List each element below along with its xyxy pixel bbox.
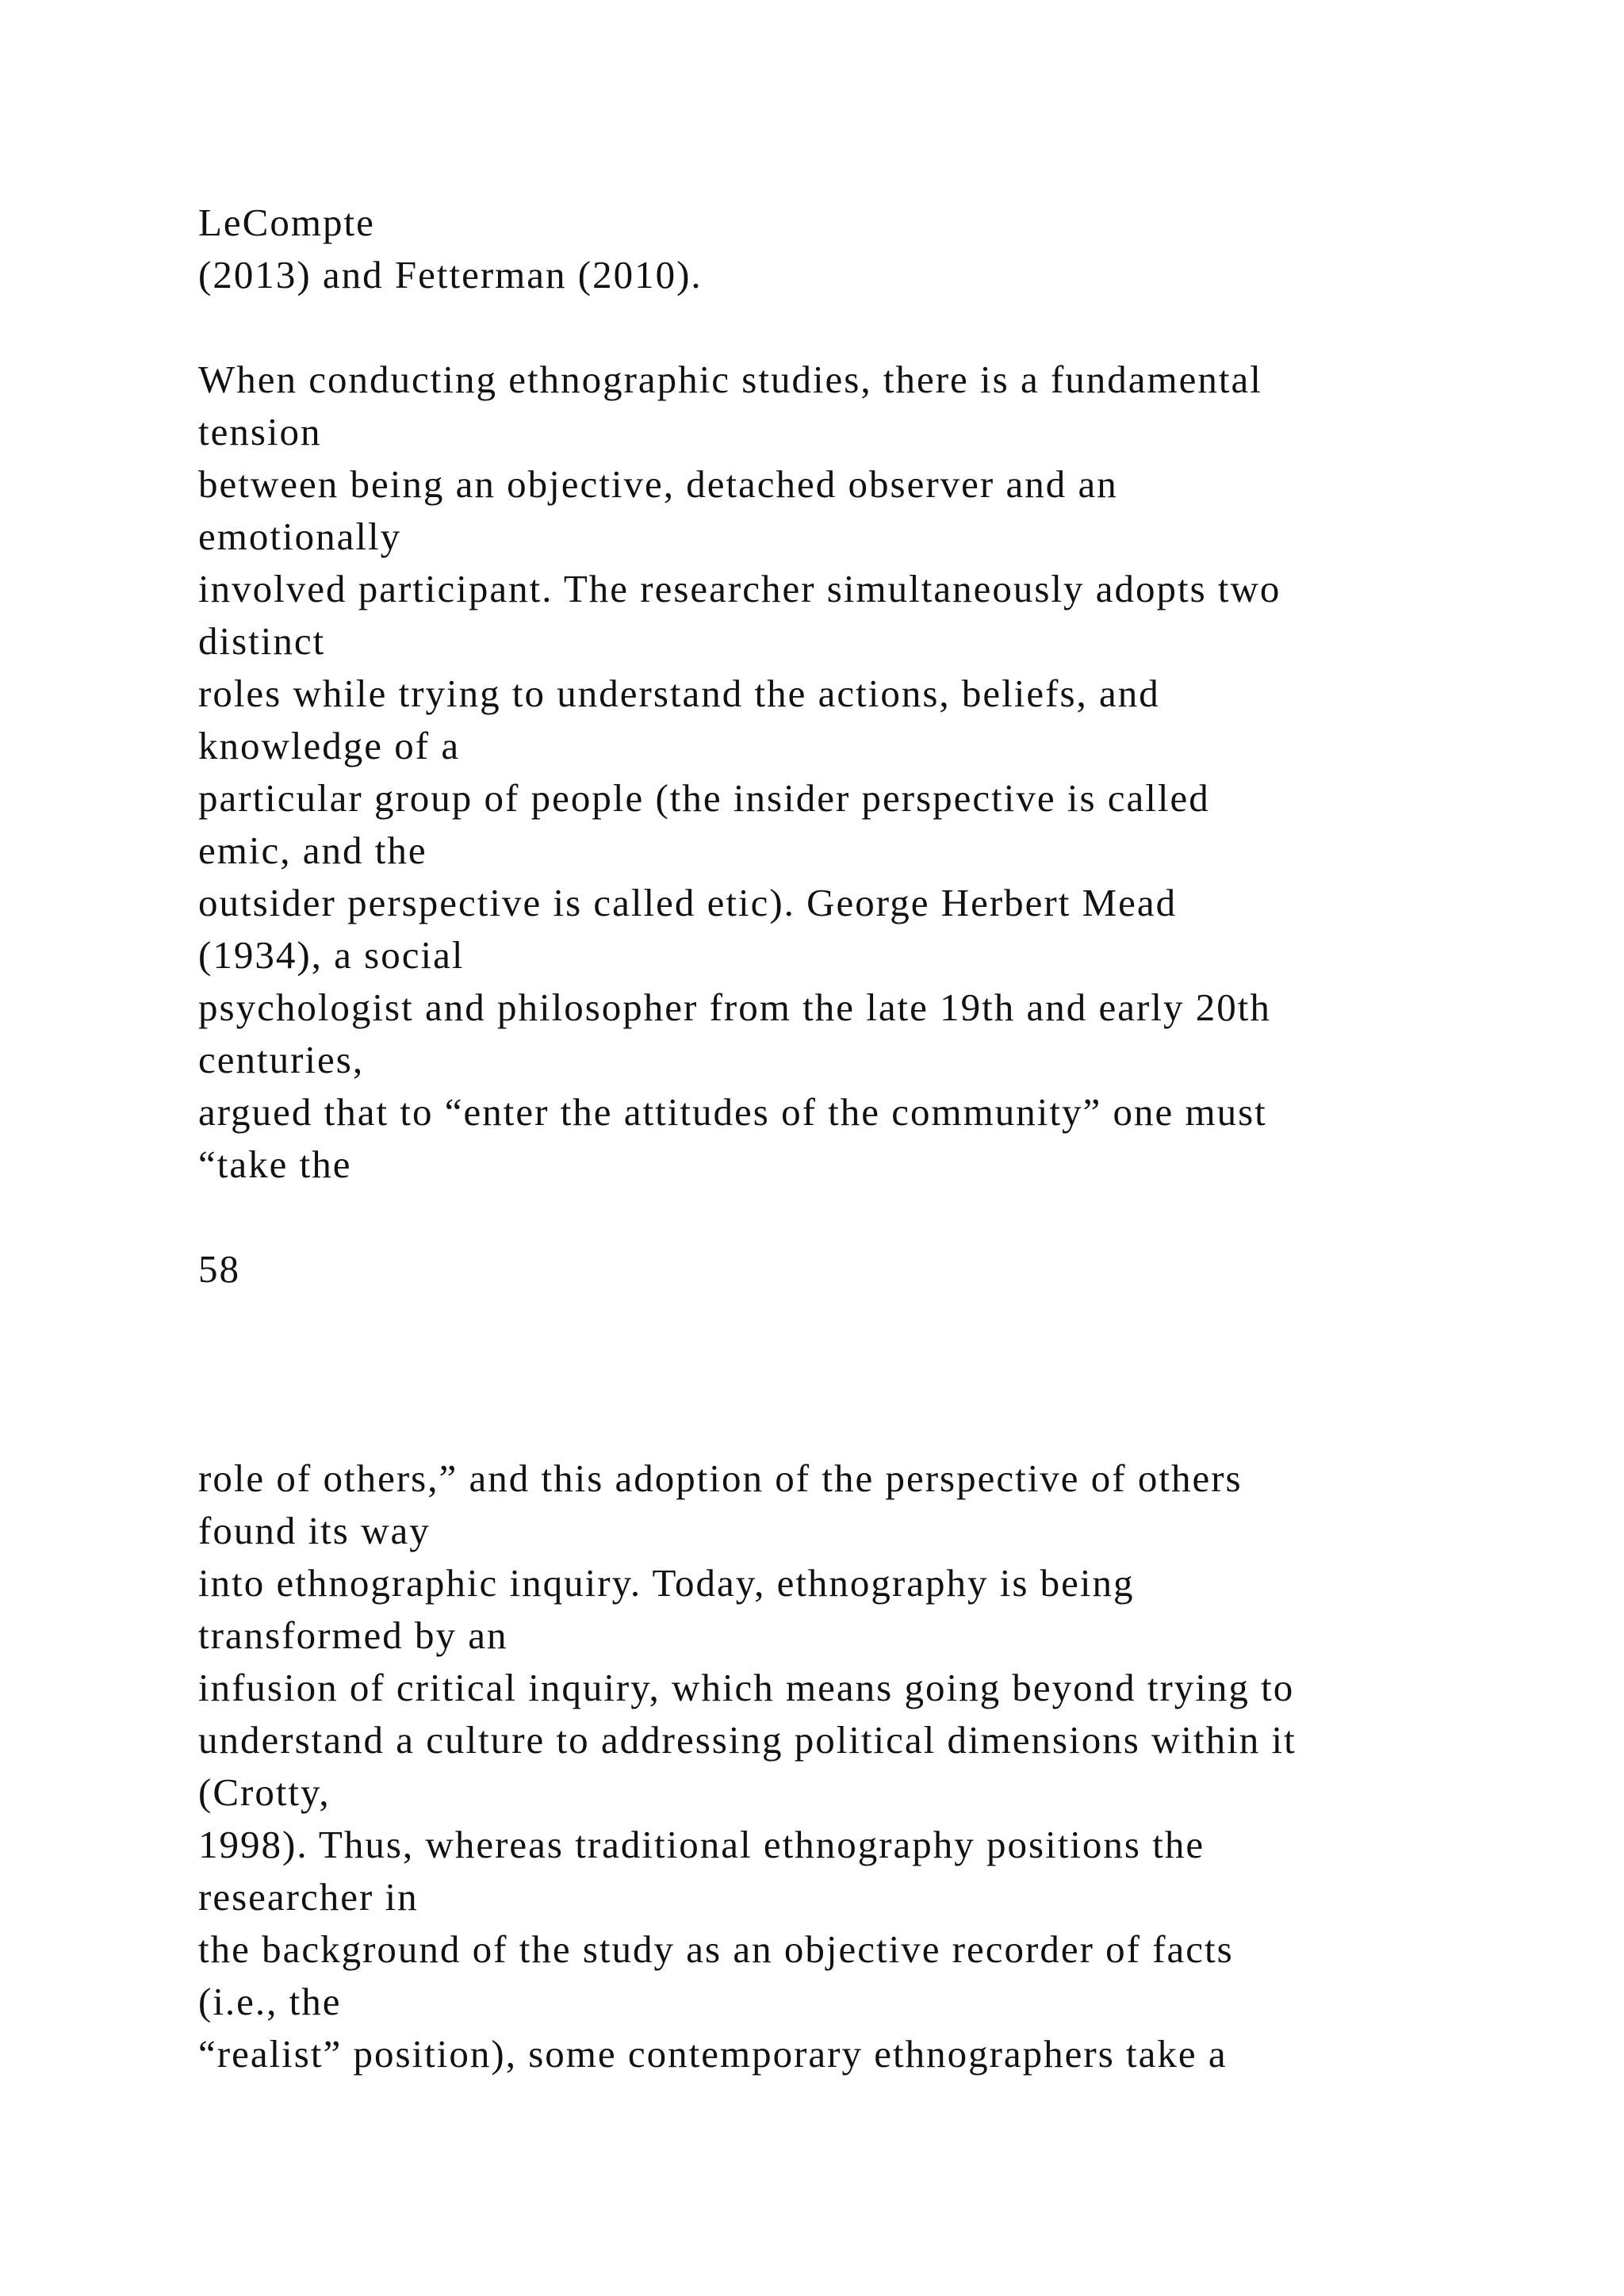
text-line: transformed by an (198, 1613, 508, 1657)
text-line: researcher in (198, 1875, 419, 1919)
text-line: involved participant. The researcher simultaneously adopts two (198, 567, 1281, 610)
text-line: emic, and the (198, 828, 427, 872)
text-line: the background of the study as an objective recorder of facts (198, 1927, 1234, 1971)
text-line: (1934), a social (198, 933, 465, 977)
text-line: LeCompte (198, 201, 375, 244)
text-line: “realist” position), some contemporary ethnographers take a (198, 2032, 1228, 2076)
text-line: outsider perspective is called etic). George Herbert Mead (198, 881, 1178, 924)
text-line: centuries, (198, 1038, 365, 1081)
text-line: 1998). Thus, whereas traditional ethnography positions the (198, 1823, 1205, 1866)
text-line: “take the (198, 1142, 352, 1186)
text-line: found its way (198, 1509, 431, 1552)
text-line: understand a culture to addressing political dimensions within it (198, 1718, 1297, 1762)
text-line: When conducting ethnographic studies, there is a fundamental (198, 358, 1262, 401)
text-line: knowledge of a (198, 724, 461, 767)
text-line: (Crotty, (198, 1770, 331, 1814)
text-line: (2013) and Fetterman (2010). (198, 253, 703, 297)
text-line: emotionally (198, 515, 402, 558)
text-line: roles while trying to understand the actions, beliefs, and (198, 672, 1160, 715)
page-number: 58 (198, 1247, 240, 1291)
text-line: role of others,” and this adoption of the perspective of others (198, 1456, 1243, 1500)
text-line: distinct (198, 619, 326, 663)
text-line: into ethnographic inquiry. Today, ethnography is being (198, 1561, 1135, 1605)
text-line: tension (198, 410, 322, 453)
text-line: argued that to “enter the attitudes of the community” one must (198, 1090, 1267, 1134)
text-line: between being an objective, detached observer and an (198, 462, 1118, 506)
text-line: psychologist and philosopher from the late 19th and early 20th (198, 985, 1271, 1029)
text-line: infusion of critical inquiry, which means going beyond trying to (198, 1666, 1295, 1709)
text-line: particular group of people (the insider perspective is called (198, 776, 1210, 820)
text-line: (i.e., the (198, 1980, 342, 2023)
